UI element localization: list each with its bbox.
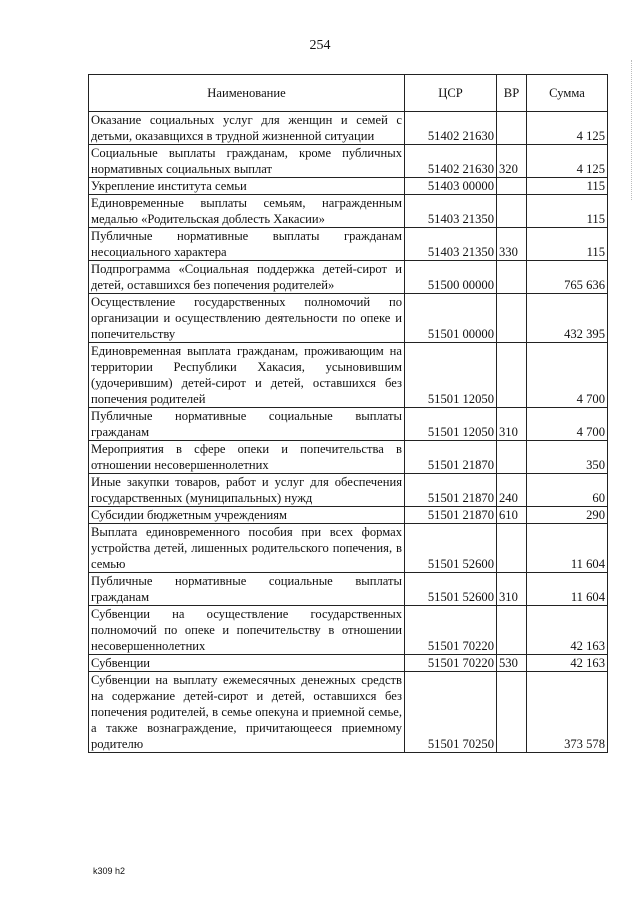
row-csr: 51501 70250 xyxy=(405,672,497,753)
row-name: Подпрограмма «Социальная поддержка детей-сирот и детей, оставшихся без попечения родителей» xyxy=(89,261,405,294)
row-sum: 42 163 xyxy=(527,655,608,672)
row-name: Иные закупки товаров, работ и услуг для обеспечения государственных (муниципальных) нужд xyxy=(89,474,405,507)
row-sum: 115 xyxy=(527,195,608,228)
table-row xyxy=(89,261,608,294)
row-sum: 432 395 xyxy=(527,294,608,343)
row-sum: 115 xyxy=(527,228,608,261)
header-csr: ЦСР xyxy=(405,75,497,112)
table-row xyxy=(89,228,608,261)
row-sum: 4 125 xyxy=(527,112,608,145)
row-sum: 290 xyxy=(527,507,608,524)
row-name: Осуществление государственных полномочий по организации и осуществлению деятельности по опеке и попечительству xyxy=(89,294,405,343)
row-vr: 310 xyxy=(497,573,527,606)
row-vr xyxy=(497,112,527,145)
row-vr xyxy=(497,294,527,343)
row-csr: 51402 21630 xyxy=(405,145,497,178)
row-csr: 51403 21350 xyxy=(405,195,497,228)
row-csr: 51501 12050 xyxy=(405,343,497,408)
row-csr: 51501 21870 xyxy=(405,507,497,524)
budget-table xyxy=(88,74,608,753)
row-name: Мероприятия в сфере опеки и попечительства в отношении несовершеннолетних xyxy=(89,441,405,474)
table-row xyxy=(89,195,608,228)
row-name: Выплата единовременного пособия при всех формах устройства детей, лишенных родительского попечения, в семью xyxy=(89,524,405,573)
row-name: Публичные нормативные социальные выплаты гражданам xyxy=(89,408,405,441)
table-row xyxy=(89,294,608,343)
table-row xyxy=(89,474,608,507)
table-row xyxy=(89,573,608,606)
row-csr: 51501 00000 xyxy=(405,294,497,343)
row-csr: 51501 52600 xyxy=(405,573,497,606)
table-row xyxy=(89,507,608,524)
row-sum: 373 578 xyxy=(527,672,608,753)
header-sum: Сумма xyxy=(527,75,608,112)
row-name: Субсидии бюджетным учреждениям xyxy=(89,507,405,524)
row-vr xyxy=(497,672,527,753)
row-vr xyxy=(497,524,527,573)
table-header-row xyxy=(89,75,608,112)
row-name: Субвенции на выплату ежемесячных денежных средств на содержание детей-сирот и детей, оставшихся без попечения родителей, в семье опекуна и приемной семье, а также вознаграждение, причитающееся приемному родителю xyxy=(89,672,405,753)
row-csr: 51501 12050 xyxy=(405,408,497,441)
row-name: Единовременные выплаты семьям, награжденным медалью «Родительская доблесть Хакасии» xyxy=(89,195,405,228)
row-vr xyxy=(497,195,527,228)
table-row xyxy=(89,112,608,145)
row-vr: 530 xyxy=(497,655,527,672)
row-vr xyxy=(497,606,527,655)
row-csr: 51402 21630 xyxy=(405,112,497,145)
row-name: Укрепление института семьи xyxy=(89,178,405,195)
row-csr: 51500 00000 xyxy=(405,261,497,294)
row-sum: 60 xyxy=(527,474,608,507)
table-row xyxy=(89,178,608,195)
row-sum: 115 xyxy=(527,178,608,195)
row-sum: 11 604 xyxy=(527,524,608,573)
row-vr xyxy=(497,178,527,195)
row-vr: 320 xyxy=(497,145,527,178)
row-sum: 4 125 xyxy=(527,145,608,178)
row-csr: 51501 70220 xyxy=(405,606,497,655)
row-csr: 51403 21350 xyxy=(405,228,497,261)
row-name: Оказание социальных услуг для женщин и семей с детьми, оказавщихся в трудной жизненной ситуации xyxy=(89,112,405,145)
row-name: Публичные нормативные выплаты гражданам несоциального характера xyxy=(89,228,405,261)
page-number: 254 xyxy=(309,38,331,53)
row-name: Субвенции на осуществление государственных полномочий по опеке и попечительству в отношении несовершеннолетних xyxy=(89,606,405,655)
footer-document-code: k309 h2 xyxy=(93,866,126,876)
table-row xyxy=(89,606,608,655)
header-name: Наименование xyxy=(89,75,405,112)
row-csr: 51403 00000 xyxy=(405,178,497,195)
header-vr: ВР xyxy=(497,75,527,112)
row-csr: 51501 70220 xyxy=(405,655,497,672)
table-row xyxy=(89,408,608,441)
row-sum: 350 xyxy=(527,441,608,474)
table-row xyxy=(89,343,608,408)
row-vr xyxy=(497,441,527,474)
table-row xyxy=(89,672,608,753)
row-sum: 4 700 xyxy=(527,408,608,441)
table-row xyxy=(89,655,608,672)
row-vr: 610 xyxy=(497,507,527,524)
row-csr: 51501 21870 xyxy=(405,441,497,474)
row-csr: 51501 52600 xyxy=(405,524,497,573)
row-vr: 240 xyxy=(497,474,527,507)
row-name: Публичные нормативные социальные выплаты гражданам xyxy=(89,573,405,606)
row-name: Субвенции xyxy=(89,655,405,672)
row-vr xyxy=(497,261,527,294)
table-row xyxy=(89,441,608,474)
table-row xyxy=(89,145,608,178)
row-name: Единовременная выплата гражданам, проживающим на территории Республики Хакасия, усыновившим (удочерившим) детей-сирот и детей, оставшихся без попечения родителей xyxy=(89,343,405,408)
table-row xyxy=(89,524,608,573)
row-sum: 765 636 xyxy=(527,261,608,294)
row-sum: 11 604 xyxy=(527,573,608,606)
row-sum: 4 700 xyxy=(527,343,608,408)
row-vr xyxy=(497,343,527,408)
row-csr: 51501 21870 xyxy=(405,474,497,507)
row-sum: 42 163 xyxy=(527,606,608,655)
row-vr: 330 xyxy=(497,228,527,261)
row-name: Социальные выплаты гражданам, кроме публичных нормативных социальных выплат xyxy=(89,145,405,178)
row-vr: 310 xyxy=(497,408,527,441)
margin-scan-mark xyxy=(631,60,634,200)
